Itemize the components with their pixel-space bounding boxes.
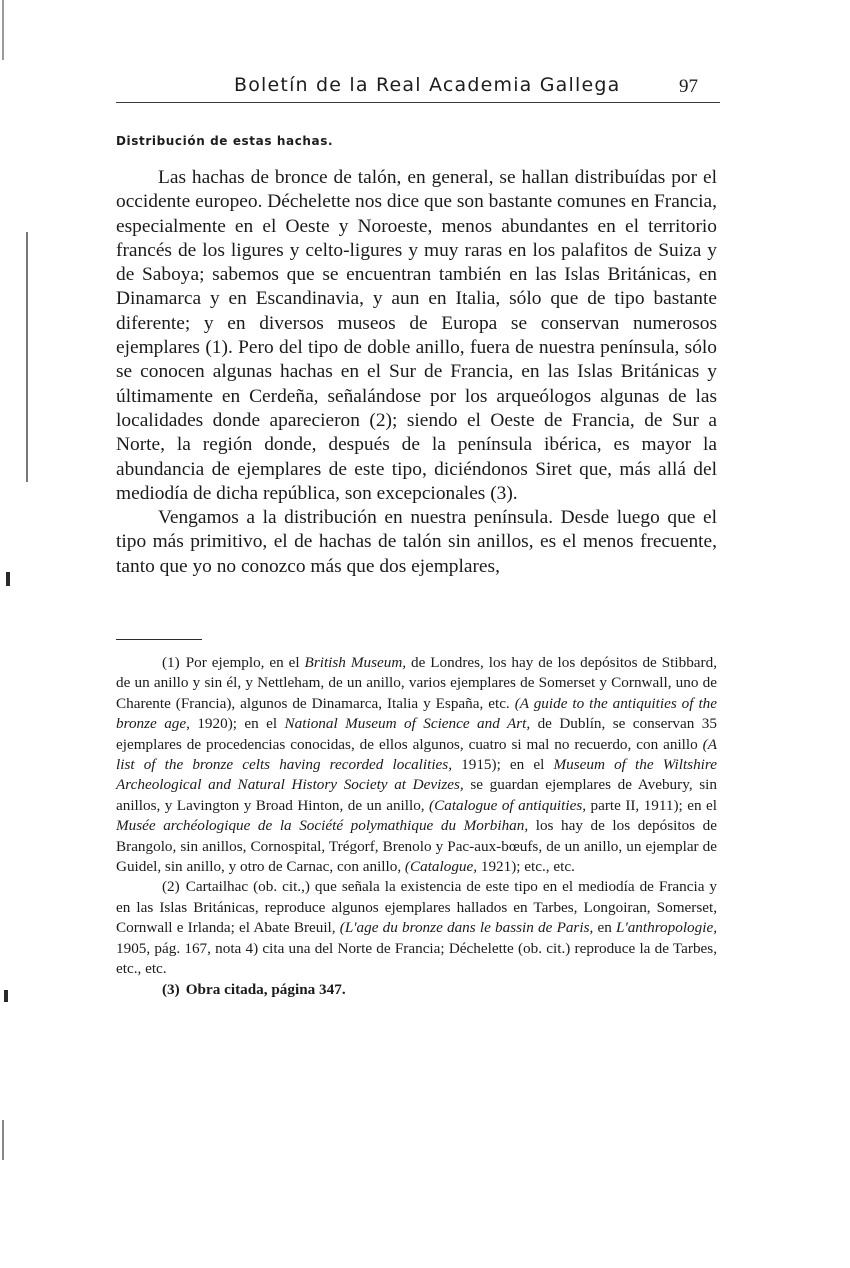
footnote-1: (1) Por ejemplo, en el British Museum, de Londres, los hay de los depósitos de Stibbard, de un anillo y sin él, y Nettleham, de un anillo, varios ejemplares de Somerset y Cornwall, uno de Charente (Francia), algunos de Dinamarca, Italia y España, etc. (A guide to the antiquities of the bronze age, 1920); en el National Museum of Science and Art, de Dublín, se conservan 35 ejemplares de procedencias conocidas, de ellos algunos, cuatro si mal no recuerdo, con anillo (A list of the bronze celts having recorded localities, 1915); en el Museum of the Wiltshire Archeological and Natural History Society at Devizes, se guardan ejemplares de Avebury, sin anillos, y Lavington y Broad Hinton, de un anillo, (Catalogue of antiquities, parte II, 1911); en el Musée archéologique de la Société polymathique du Morbihan, los hay de los depósitos de Brangolo, sin anillos, Cornospital, Trégorf, Brenolo y Pac-aux-bœufs, de un anillo, un ejemplar de Guidel, sin anillo, y otro de Carnac, con anillo, (Catalogue, 1921); etc., etc. [116, 654, 717, 876]
scan-edge-mark [6, 572, 10, 586]
footnote-marker: (1) [162, 654, 180, 671]
page-header [116, 74, 720, 104]
footnote-marker: (3) [162, 980, 180, 998]
footnote-rule [116, 639, 202, 640]
header-rule [116, 102, 720, 103]
body-text [116, 166, 717, 579]
scan-edge-mark [2, 0, 4, 60]
footnote-2: (2) Cartailhac (ob. cit.,) que señala la existencia de este tipo en el mediodía de Francia y en las Islas Británicas, reproduce algunos ejemplares hallados en Tarbes, Longoiran, Somerset, Cornwall e Irlanda; el Abate Breuil, (L'age du bronze dans le bassin de Paris, en L'anthropologie, 1905, pág. 167, nota 4) cita una del Norte de Francia; Déchelette (ob. cit.) reproduce la de Tarbes, etc., etc. [116, 878, 717, 978]
running-title: Boletín de la Real Academia Gallega [234, 74, 621, 96]
paragraph: Las hachas de bronce de talón, en general, se hallan distribuídas por el occidente europeo. Déchelette nos dice que son bastante comunes en Francia, especialmente en el Oeste y Noroeste, menos abundantes en el territorio francés de los ligures y celto-ligures y muy raras en los palafitos de Suiza y de Saboya; sabemos que se encuentran también en las Islas Británicas, en Dinamarca y en Escandinavia, y aun en Italia, sólo que de tipo bastante diferente; y en diversos museos de Europa se conservan numerosos ejemplares (1). Pero del tipo de doble anillo, fuera de nuestra península, sólo se conocen algunas hachas en el Sur de Francia, en las Islas Británicas y últimamente en Cerdeña, señalándose por los arqueólogos algunas de las localidades donde aparecieron (2); siendo el Oeste de Francia, de Sur a Norte, la región donde, después de la península ibérica, es mayor la abundancia de ejemplares de este tipo, diciéndonos Siret que, más allá del mediodía de dicha república, son excepcionales (3). [116, 167, 717, 504]
scan-edge-mark [26, 232, 28, 482]
paragraph: Vengamos a la distribución en nuestra península. Desde luego que el tipo más primitivo, el de hachas de talón sin anillos, es el menos frecuente, tanto que yo no conozco más que dos ejemplares, [116, 507, 717, 577]
scan-edge-mark [2, 1120, 4, 1160]
footnote-marker: (2) [162, 878, 180, 896]
page-number: 97 [679, 76, 698, 97]
footnote-3: (3) Obra citada, página 347. [162, 980, 346, 998]
scan-edge-mark [4, 990, 8, 1002]
footnotes [116, 653, 717, 1000]
section-heading: Distribución de estas hachas. [116, 134, 334, 148]
